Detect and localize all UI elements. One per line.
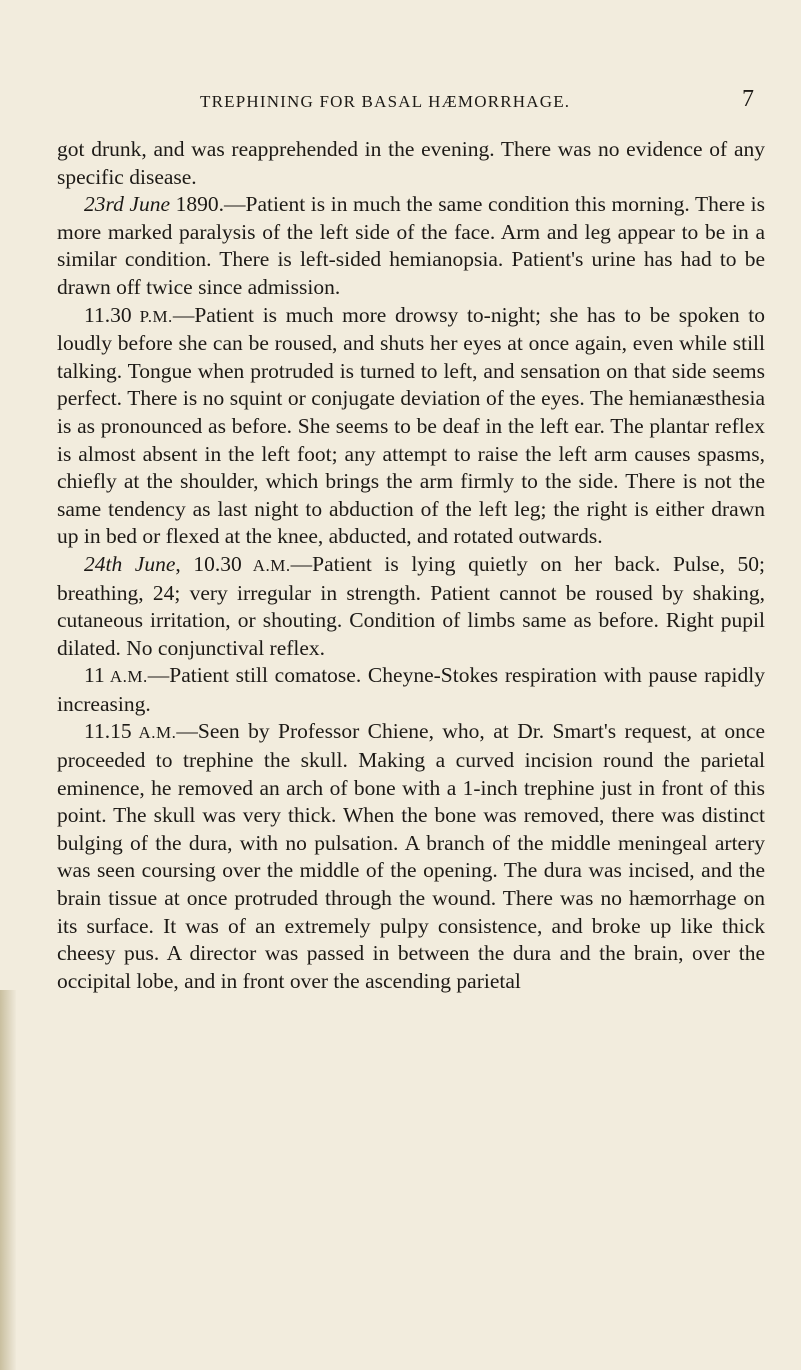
entry-date: 24th June (84, 551, 176, 576)
entry-time: 11.30 (84, 302, 132, 327)
body-text (57, 136, 765, 995)
paragraph: 11 A.M.—Patient still comatose. Cheyne-Stokes respiration with pause rapidly increasing. (57, 663, 765, 716)
paragraph: 11.15 A.M.—Seen by Professor Chiene, who, at Dr. Smart's request, at once proceeded to trephine the skull. Making a curved incision round the parietal eminence, he removed an arch of bone with a 1-inch trephine just in front of this point. The skull was very thick. When the bone was removed, there was distinct bulging of the dura, with no pulsation. A branch of the middle meningeal artery was seen coursing over the middle of the opening. The dura was incised, and the brain tissue at once protruded through the wound. There was no hæmorrhage on its surface. It was of an extremely pulpy consistence, and broke up like thick cheesy pus. A director was passed in between the dura and the brain, over the occipital lobe, and in front over the ascending parietal (57, 719, 765, 993)
entry-date: 23rd June (84, 192, 170, 217)
entry-time: 11 (84, 663, 105, 688)
paragraph: 11.30 P.M.—Patient is much more drowsy to-night; she has to be spoken to loudly before she can be roused, and shuts her eyes at once again, even while still talking. Tongue when protruded is turned to left, and sensation on that side seems perfect. There is no squint or conjugate deviation of the eyes. The hemianæsthesia is as pronounced as before. She seems to be deaf in the left ear. The plantar reflex is almost absent in the left foot; any attempt to raise the left arm causes spasms, chiefly at the shoulder, which brings the arm firmly to the side. There is not the same tendency as last night to abduction of the left leg; the right is either drawn up in bed or flexed at the knee, abducted, and rotated outwards. (57, 302, 765, 549)
page-number: 7 (742, 86, 754, 112)
paragraph: got drunk, and was reapprehended in the evening. There was no evidence of any specific disease. (57, 137, 765, 189)
paragraph: 23rd June 1890.—Patient is in much the same condition this morning. There is more marked paralysis of the left side of the face. Arm and leg appear to be in a similar condition. There is left-sided hemianopsia. Patient's urine has had to be drawn off twice since admission. (57, 192, 766, 299)
page-edge-shadow (0, 990, 16, 1370)
running-head: TREPHINING FOR BASAL HÆMORRHAGE. (200, 92, 571, 111)
page-header (60, 86, 760, 120)
paragraph: 24th June, 10.30 A.M.—Patient is lying quietly on her back. Pulse, 50; breathing, 24; very irregular in strength. Patient cannot be roused by shaking, cutaneous irritation, or shouting. Condition of limbs same as before. Right pupil dilated. No conjunctival reflex. (57, 551, 765, 660)
entry-time: 11.15 (84, 719, 132, 744)
